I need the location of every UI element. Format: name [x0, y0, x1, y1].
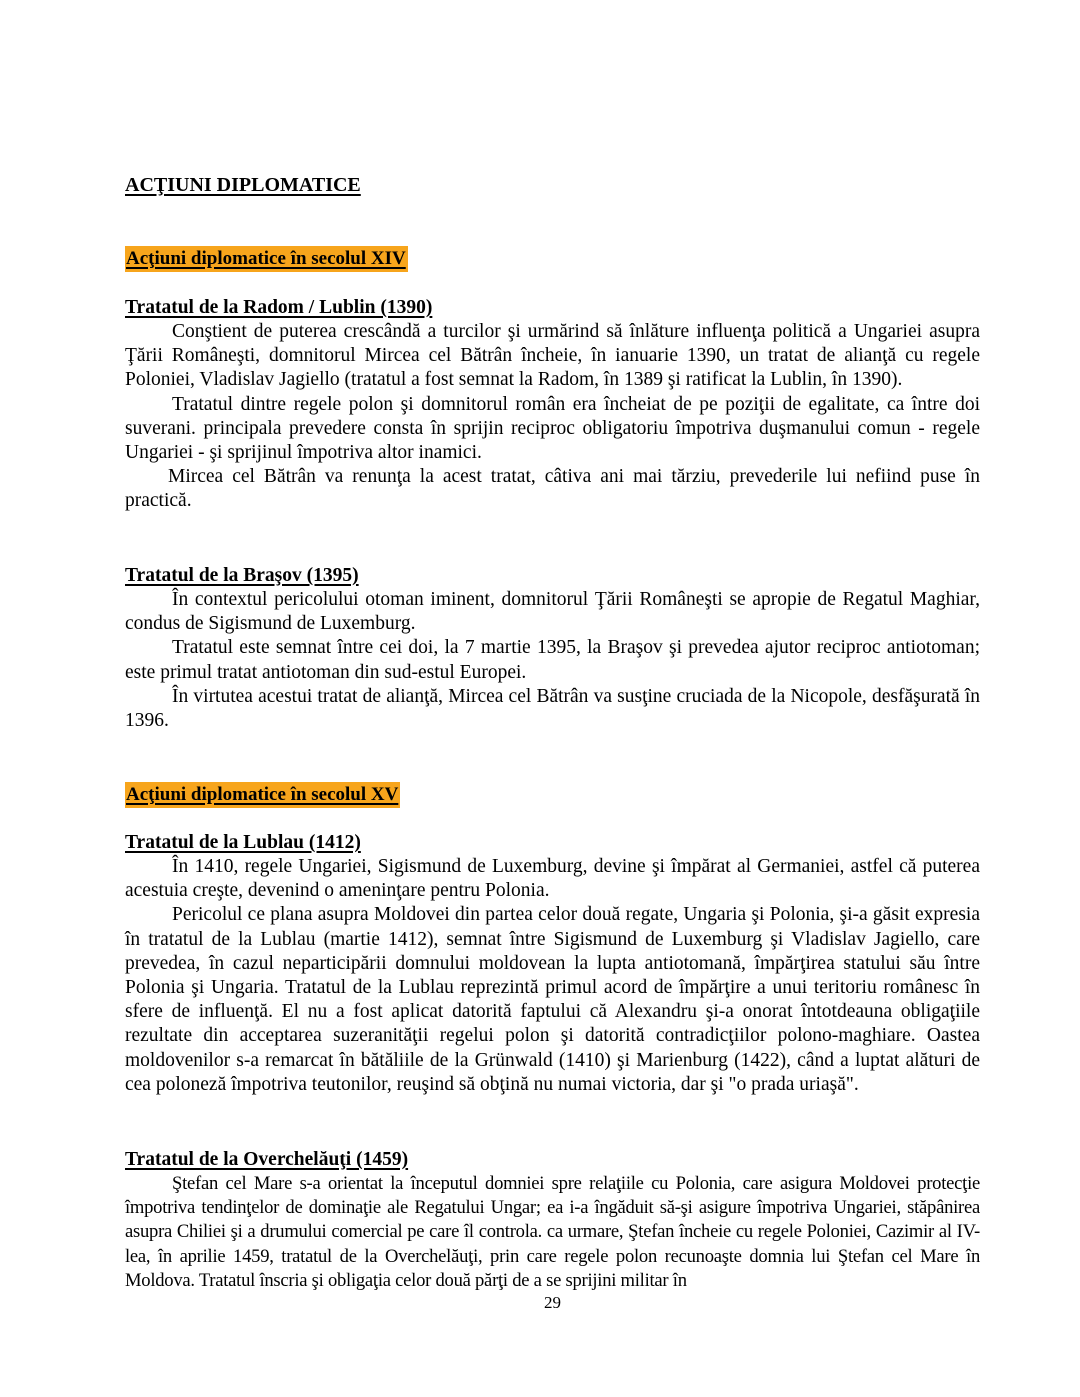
section-heading-xv: Acţiuni diplomatice în secolul XV: [125, 782, 400, 808]
paragraph: Mircea cel Bătrân va renunţa la acest tratat, câtiva ani mai tărziu, prevederile lui nefiind puse în practică.: [125, 466, 980, 512]
treaty-body-radom-lublin: [125, 320, 980, 514]
main-title: ACŢIUNI DIPLOMATICE: [125, 174, 361, 196]
paragraph: Conştient de puterea crescândă a turcilor şi urmărind să înlăture influenţa politică a Ungariei asupra Ţării Româneşti, domnitorul Mircea cel Bătrân încheie, în ianuarie 1390, un tratat de alianţă cu regele Poloniei, Vladislav Jagiello (tratatul a fost semnat la Radom, în 1389 şi ratificat la Lublin, în 1390).: [125, 321, 980, 391]
paragraph: Ştefan cel Mare s-a orientat la începutul domniei spre relaţiile cu Polonia, care asigura Moldovei protecţie împotriva tendinţelor de dominaţie ale Regatului Ungar; ea i-a îngăduit să-şi asigure împotriva Ungariei, stăpânirea asupra Chiliei şi a drumului comercial pe care îl controla. ca urmare, Ştefan încheie cu regele Poloniei, Cazimir al IV-lea, în aprilie 1459, tratatul de la Overchelăuţi, prin care regele polon recunoaşte domnia lui Ştefan cel Mare în Moldova. Tratatul înscria şi obligaţia celor două părţi de a se sprijini militar în: [125, 1173, 980, 1291]
treaty-body-brasov: [125, 588, 980, 733]
paragraph: În virtutea acestui tratat de alianţă, Mircea cel Bătrân va susţine cruciada de la Nicopole, desfăşurată în 1396.: [125, 685, 980, 732]
paragraph: Pericolul ce plana asupra Moldovei din partea celor două regate, Ungaria şi Polonia, şi-a găsit expresia în tratatul de la Lublau (martie 1412), semnat între Sigismund de Luxemburg şi Vladislav Jagiello, care prevedea, în cazul neparticipării domnului moldovean la lupta antiotomană, împărţirea statului său între Polonia şi Ungaria. Tratatul de la Lublau reprezintă primul acord de împărţire a unui teritoriu românesc în sfere de influenţă. El nu a fost aplicat datorită faptului că Alexandru şi-a onorat întotdeauna obligaţiile rezultate din acceptarea suzeranităţii regelui polon şi datorită contradicţiilor polono-maghiare. Oastea moldovenilor s-a remarcat în bătăliile de la Grünwald (1410) şi Marienburg (1422), când a luptat alături de cea poloneză împotriva teutonilor, reuşind să obţină nu numai victoria, dar şi "o prada uriaşă".: [125, 904, 980, 1095]
treaty-title-overchelauti: Tratatul de la Overchelăuţi (1459): [125, 1149, 409, 1170]
paragraph: În contextul pericolului otoman iminent, domnitorul Ţării Româneşti se apropie de Regatul Maghiar, condus de Sigismund de Luxemburg.: [125, 589, 980, 635]
treaty-title-brasov: Tratatul de la Braşov (1395): [125, 565, 359, 586]
treaty-title-lublau: Tratatul de la Lublau (1412): [125, 832, 361, 853]
paragraph: În 1410, regele Ungariei, Sigismund de Luxemburg, devine şi împărat al Germaniei, astfel că puterea acestuia creşte, devenind o ameninţare pentru Polonia.: [125, 856, 980, 902]
treaty-body-overchelauti: [125, 1172, 980, 1293]
paragraph: Tratatul dintre regele polon şi domnitorul român era încheiat de pe poziţii de egalitate, ca între doi suverani. principala prevedere consta în sprijin reciproc obligatoriu împotriva duşmanului comun - regele Ungariei - şi sprijinul împotriva altor inamici.: [125, 393, 980, 464]
treaty-title-radom-lublin: Tratatul de la Radom / Lublin (1390): [125, 297, 433, 318]
section-heading-xiv: Acţiuni diplomatice în secolul XIV: [125, 246, 408, 272]
paragraph: Tratatul este semnat între cei doi, la 7 martie 1395, la Braşov şi prevedea ajutor reciproc antiotoman; este primul tratat antiotoman din sud-estul Europei.: [125, 637, 980, 683]
page-number: 29: [544, 1293, 561, 1312]
treaty-body-lublau: [125, 855, 980, 1097]
